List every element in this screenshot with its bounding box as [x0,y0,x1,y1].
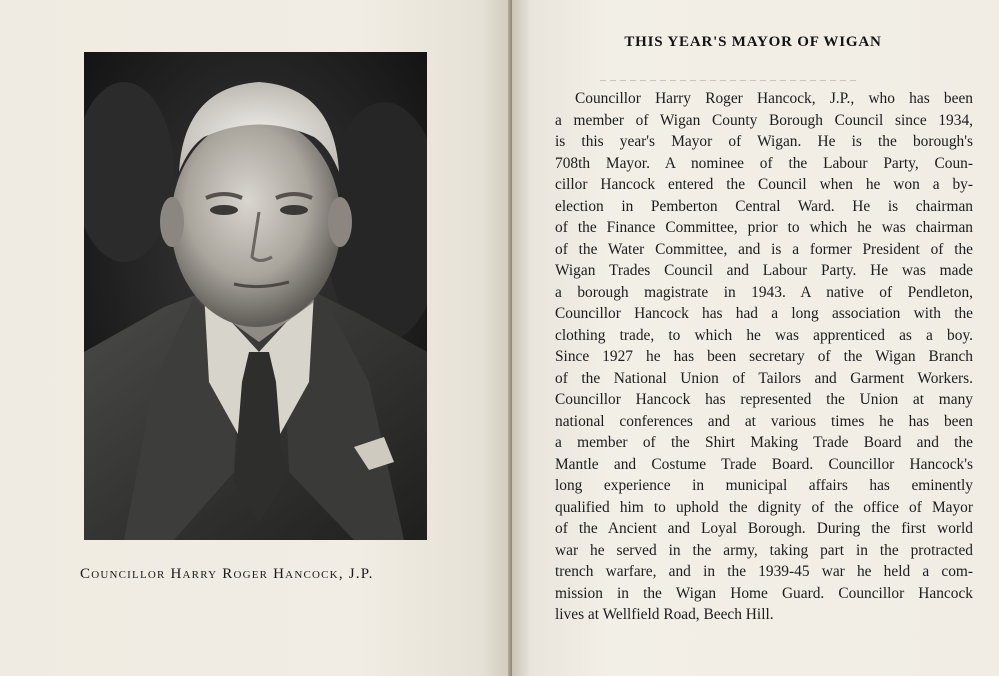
body-line: Councillor Hancock has had a long association with the [555,305,973,322]
body-line: lives at Wellfield Road, Beech Hill. [555,606,774,623]
body-line: cillor Hancock entered the Council when he won a by- [555,176,973,193]
article-body [555,88,973,626]
body-line: Mantle and Costume Trade Board. Councillor Hancock's [555,455,973,473]
body-line: war he served in the army, taking part in the protracted [555,541,973,559]
body-line: national conferences and at various times he has been [555,412,973,430]
body-line: of the Ancient and Loyal Borough. During the first world [555,520,973,537]
body-line: clothing trade, to which he was apprenticed as a boy. [555,326,973,344]
body-line: mission in the Wigan Home Guard. Councillor Hancock [555,584,973,602]
body-line: of the Water Committee, and is a former President of the [555,240,973,258]
body-line: qualified him to uphold the dignity of the office of Mayor [555,498,973,516]
article-title: THIS YEAR'S MAYOR OF WIGAN [624,34,882,50]
body-line: a member of the Shirt Making Trade Board and the [555,434,973,451]
body-line: long experience in municipal affairs has eminently [555,477,973,494]
body-line: trench warfare, and in the 1939-45 war he held a com- [555,563,973,580]
body-line: Councillor Harry Roger Hancock, J.P., who has been [575,90,973,107]
body-line: Wigan Trades Council and Labour Party. He was made [555,262,973,279]
body-line: is this year's Mayor of Wigan. He is the borough's [555,133,973,150]
mayor-portrait-photo [84,52,427,540]
body-line: a borough magistrate in 1943. A native of Pendleton, [555,283,973,301]
body-line: a member of Wigan County Borough Council since 1934, [555,111,973,129]
body-line: election in Pemberton Central Ward. He is chairman [555,197,973,215]
title-divider [600,80,860,81]
body-line: Councillor Hancock has represented the Union at many [555,391,973,408]
body-line: Since 1927 he has been secretary of the Wigan Branch [555,348,973,365]
body-line: 708th Mayor. A nominee of the Labour Party, Coun- [555,154,973,172]
photo-caption: Councillor Harry Roger Hancock, J.P. [80,566,374,582]
body-line: of the National Union of Tailors and Garment Workers. [555,369,973,387]
body-line: of the Finance Committee, prior to which he was chairman [555,219,973,236]
